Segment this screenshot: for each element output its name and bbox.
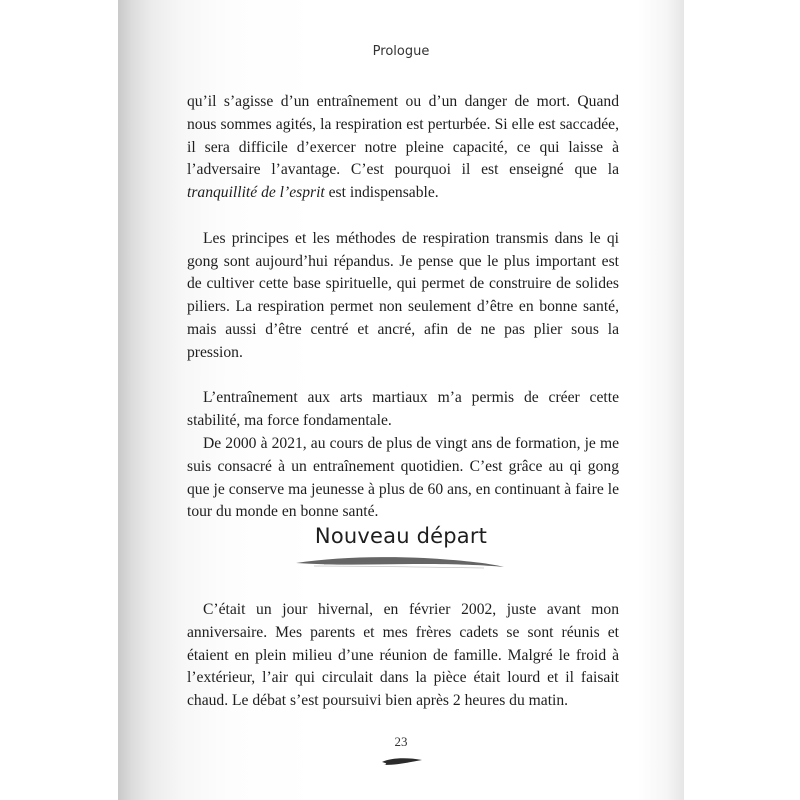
section-title: Nouveau départ xyxy=(314,524,488,548)
paragraph-2: Les principes et les méthodes de respiration transmis dans le qi gong sont aujourd’hui répandus. Je pense que le plus important est de cultiver cette base spirituelle, qui permet de construire de solides piliers. La respiration permet non seulement d’être en bonne santé, mais aussi d’être centré et ancré, afin de ne pas plier sous la pression. xyxy=(187,229,619,361)
brush-ornament-icon xyxy=(380,756,424,768)
body-text-section xyxy=(187,599,619,713)
paragraph-1-text: qu’il s’agisse d’un entraînement ou d’un danger de mort. Quand nous sommes agités, la respiration est perturbée. Si elle est saccadée, il sera difficile d’exercer notre pleine capacité, ce qui laisse à l’adversaire l’avantage. C’est pourquoi il est enseigné que la xyxy=(187,93,619,179)
paragraph-4: De 2000 à 2021, au cours de plus de vingt ans de formation, je me suis consacré à un entraînement quotidien. C’est grâce au qi gong que je conserve ma jeunesse à plus de 60 ans, en continuant à faire le tour du monde en bonne santé. xyxy=(187,434,619,521)
paragraph-continuation xyxy=(187,91,619,205)
paragraph-5: C’était un jour hivernal, en février 2002, juste avant mon anniversaire. Mes parents et mes frères cadets se sont réunis et étaient en plein milieu d’une réunion de famille. Malgré le froid à l’extérieur, l’air qui circulait dans la pièce était lourd et il faisait chaud. Le débat s’est poursuivi bien après 2 heures du matin. xyxy=(187,601,619,710)
emphasis-text: tranquillité de l’esprit xyxy=(187,184,325,202)
book-page xyxy=(118,0,684,800)
paragraph-3: L’entraînement aux arts martiaux m’a permis de créer cette stabilité, ma force fondamentale. xyxy=(187,389,619,430)
body-text-top xyxy=(187,91,619,524)
brush-stroke-divider xyxy=(294,553,506,573)
running-head: Prologue xyxy=(372,44,430,59)
page-number: 23 xyxy=(394,734,408,749)
paragraph-1-end: est indispensable. xyxy=(328,184,439,202)
